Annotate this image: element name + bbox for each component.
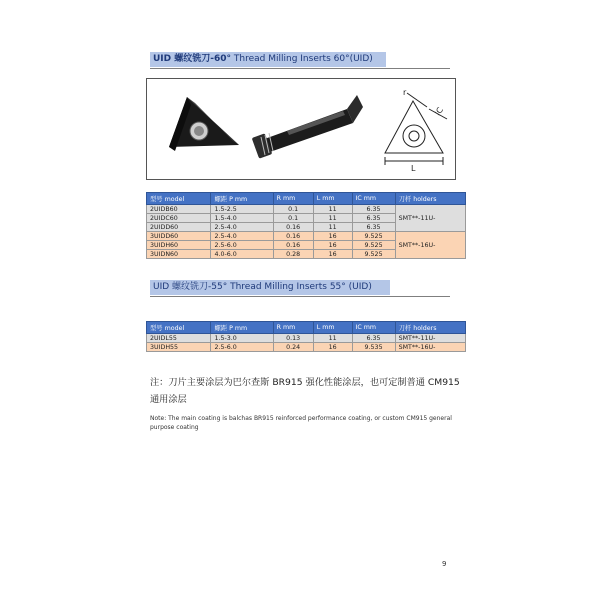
col-pitch: 螺距 P mm: [211, 322, 273, 334]
coating-note-chinese: 注：刀片主要涂层为巴尔查斯 BR915 强化性能涂层，也可定制普通 CM915 通用涂层: [150, 377, 460, 405]
cell-r: 0.16: [273, 241, 313, 250]
cell-r: 0.1: [273, 214, 313, 223]
cell-model: 2UIDB60: [147, 205, 211, 214]
cell-model: 3UIDH55: [147, 343, 211, 352]
cell-pitch: 4.0-6.0: [211, 250, 273, 259]
table-row: [147, 334, 466, 343]
cell-l: 16: [313, 250, 352, 259]
cell-ic: 9.525: [352, 241, 395, 250]
cell-holder: SMT**-16U-: [395, 232, 465, 259]
table-header-row: [147, 322, 466, 334]
cell-model: 2UIDL55: [147, 334, 211, 343]
col-l: L mm: [313, 193, 352, 205]
product-images: [146, 78, 456, 180]
table-header-row: [147, 193, 466, 205]
cell-l: 16: [313, 343, 352, 352]
cell-holder: SMT**-11U-: [395, 205, 465, 232]
col-holders: 刀杆 holders: [395, 193, 465, 205]
col-pitch: 螺距 P mm: [211, 193, 273, 205]
cell-l: 16: [313, 241, 352, 250]
diagram-label-r: r: [403, 88, 407, 97]
page-number: 9: [442, 560, 447, 568]
cell-model: 3UIDN60: [147, 250, 211, 259]
cell-r: 0.24: [273, 343, 313, 352]
product-images-svg: [147, 79, 455, 179]
cell-ic: 6.35: [352, 214, 395, 223]
cell-l: 16: [313, 232, 352, 241]
insert-diagram: [385, 93, 447, 165]
cell-l: 11: [313, 205, 352, 214]
cell-pitch: 1.5-3.0: [211, 334, 273, 343]
cell-holder: SMT**-16U-: [395, 343, 465, 352]
table-row: [147, 343, 466, 352]
section-underline: [150, 68, 450, 69]
col-ic: IC mm: [352, 322, 395, 334]
cell-pitch: 2.5-6.0: [211, 343, 273, 352]
section-title-60-rest: Thread Milling Inserts 60°(UID): [231, 54, 373, 64]
col-r: R mm: [273, 193, 313, 205]
col-l: L mm: [313, 322, 352, 334]
section-title-55: UID 螺纹铣刀-55° Thread Milling Inserts 55° (UID): [150, 280, 390, 295]
cell-l: 11: [313, 223, 352, 232]
coating-note-english: Note: The main coating is balchas BR915 reinforced performance coating, or custom CM915 general purpose coating: [150, 415, 452, 431]
cell-model: 3UIDH60: [147, 241, 211, 250]
diagram-label-l: L: [411, 164, 416, 173]
cell-model: 3UIDD60: [147, 232, 211, 241]
col-holders: 刀杆 holders: [395, 322, 465, 334]
col-model: 型号 model: [147, 193, 211, 205]
cell-r: 0.16: [273, 223, 313, 232]
cell-pitch: 2.5-4.0: [211, 232, 273, 241]
insert-photo: [169, 97, 239, 151]
cell-l: 11: [313, 214, 352, 223]
cell-ic: 9.525: [352, 250, 395, 259]
cutter-photo: [252, 95, 363, 159]
col-r: R mm: [273, 322, 313, 334]
cell-r: 0.13: [273, 334, 313, 343]
cell-ic: 6.35: [352, 334, 395, 343]
section-underline: [150, 296, 450, 297]
col-ic: IC mm: [352, 193, 395, 205]
cell-ic: 9.535: [352, 343, 395, 352]
cell-r: 0.28: [273, 250, 313, 259]
table-row: [147, 232, 466, 241]
spec-table-60: [146, 192, 466, 259]
cell-r: 0.16: [273, 232, 313, 241]
spec-table-55: [146, 321, 466, 352]
diagram-label-ic: IC: [433, 105, 445, 118]
section-title-60-bold: UID 螺纹铣刀-60°: [153, 54, 232, 64]
cell-model: 2UIDD60: [147, 223, 211, 232]
cell-ic: 6.35: [352, 205, 395, 214]
section-title-60: [150, 52, 386, 67]
cell-model: 2UIDC60: [147, 214, 211, 223]
table-row: [147, 205, 466, 214]
cell-pitch: 1.5-2.5: [211, 205, 273, 214]
cell-ic: 9.525: [352, 232, 395, 241]
cell-pitch: 2.5-6.0: [211, 241, 273, 250]
cell-ic: 6.35: [352, 223, 395, 232]
cell-r: 0.1: [273, 205, 313, 214]
cell-pitch: 1.5-4.0: [211, 214, 273, 223]
cell-pitch: 2.5-4.0: [211, 223, 273, 232]
col-model: 型号 model: [147, 322, 211, 334]
cell-holder: SMT**-11U-: [395, 334, 465, 343]
cell-l: 11: [313, 334, 352, 343]
